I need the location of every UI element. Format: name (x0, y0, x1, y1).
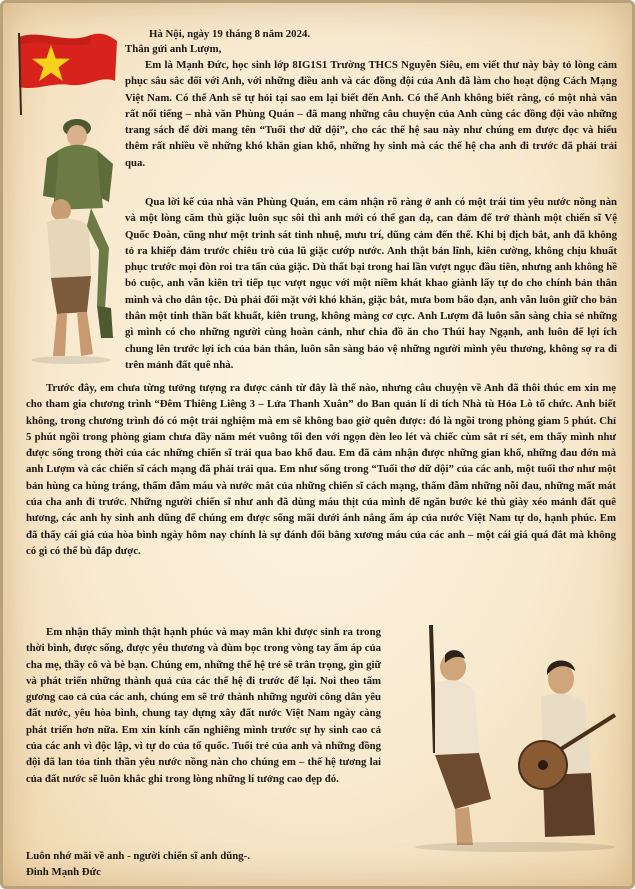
soldiers-illustration (17, 98, 129, 366)
letter-paragraph-2: Qua lời kể của nhà văn Phùng Quán, em cảm nhận rõ ràng ở anh có một trái tim yêu nước nồng nàn và một lòng căm thù giặc luôn sục sôi thì anh mới có thể gan dạ, can đảm để trở thành một chiến sĩ Vệ Quốc Đoàn, cũng như một trinh sát tinh nhuệ, mưu trí, dũng cảm đến thế. Khi bị địch bắt, anh đã không tỏ ra khiếp đảm trước chiêu trò của lũ giặc cướp nước. Anh thật bản lĩnh, kiên cường, không chịu khuất phục trước mọi đòn roi tra tấn của giặc. Dù thất bại trong hai lần vượt ngục đầu tiên, nhưng anh không hề bỏ cuộc, anh vẫn kiên trì tiếp tục vượt ngục với một niềm khát khao giành lấy tự do cho chính bản thân mình và cho dân tộc. Dù phải đối mặt với khó khăn, giặc bắt, mưa bom bão đạn, anh vẫn luôn giữ cho bản thân một tinh thần bất khuất, kiên trung, không màng cơ cực. Anh Lượm đã luôn sẵn sàng chia sẻ những gì mình có cho những người cùng hoàn cảnh, như chia đồ ăn cho Thúi hay Ngạnh, anh luôn để lợi ích chung lên trước lợi ích của bản thân, luôn sẵn sàng bảo vệ những người mình yêu thương, không sợ ra đi trên mảnh đất quê nhà. (125, 196, 617, 371)
letter-paragraph-1: Em là Mạnh Đức, học sinh lớp 8IG1S1 Trường THCS Nguyễn Siêu, em viết thư này bày tỏ lòng cảm phục sâu sắc đối với Anh, với những điều anh và các đồng đội của Anh đã làm cho hoạt động Cách Mạng Việt Nam. Có thể Anh sẽ tự hỏi tại sao em lại biết đến Anh. Có thể Anh không biết rằng, có một nhà văn rất nổi tiếng – nhà văn Phùng Quán – đã mang những câu chuyện của Anh cùng các đồng đội vào những trang sách để đời mang tên “Tuổi thơ dữ dội”, cho các thế hệ sau này như chúng em được đọc và hiểu thêm rất nhiều về những khó khăn gian khổ, những hy sinh mà các thế hệ cha anh đi trước đã phải trải qua. (125, 59, 617, 169)
letter-paragraph-4: Em nhận thấy mình thật hạnh phúc và may mắn khi được sinh ra trong thời bình, được sống, được yêu thương và đùm bọc trong vòng tay ấm áp của cha mẹ, thầy cô và bè bạn. Chúng em, những thế hệ trẻ sẽ trân trọng, gìn giữ và phát triển những thành quả của các thế hệ đi trước để lại. Noi theo tấm gương cao cả của các anh, chúng em sẽ trở thành những người công dân yêu đất nước, yêu hòa bình, chung tay dựng xây đất nước Việt Nam ngày càng phát triển hơn nữa. Em xin kính cẩn nghiêng mình trước sự hy sinh cao cả của các anh vì độc lập, vì tự do của tổ quốc. Tuổi trẻ của anh và những đồng đội đã lan tỏa tinh thần yêu nước nồng nàn cho chúng em – thế hệ tương lai của đất nước sẽ luôn khắc ghi trong lòng những lí tưởng cao đẹp đó. (26, 626, 381, 785)
letter-paragraph-3: Trước đây, em chưa từng tưởng tượng ra được cảnh từ đây là thế nào, nhưng câu chuyện về Anh đã thôi thúc em xin mẹ cho tham gia chương trình “Đêm Thiêng Liêng 3 – Lửa Thanh Xuân” do Ban quản lí di tích Nhà tù Hỏa Lò tổ chức. Anh biết không, trong chương trình đó có một trải nghiệm mà em sẽ không bao giờ quên được: đó là ngồi trong phòng giam 5 phút. Chỉ 5 phút ngồi trong phòng giam chưa đầy năm mét vuông tối đen với ngọn đèn leo lét và chiếc cùm sắt rỉ sét, em thấy mình như được sống trong thời của các những chiến sĩ trải qua bao khổ đau. Em đã cảm nhận được những gian khổ, những đau đớn mà anh Lượm và các chiến sĩ cách mạng đã phải trải qua. Em như sống trong “Tuổi thơ dữ dội” của các anh, một tuổi thơ như một bản hùng ca hùng tráng, thấm đẫm máu và nước mắt của những chiến sĩ cách mạng, thấm đẫm những nỗi đau, những mất mát của cha anh đi trước. Những người chiến sĩ như anh đã dùng máu thịt của mình để ngăn bước kẻ thù giày xéo mảnh đất quê hương, các anh hy sinh anh dũng để chúng em được sống mãi dưới ánh nắng ấm áp của nước Việt Nam tự do, hạnh phúc. Em đã thấy cái giá của hòa bình ngày hôm nay chính là sự đánh đổi bằng xương máu của các anh – một cái giá quá đắt mà không có gì có thể bù đắp được. (26, 382, 616, 557)
letter-date: Hà Nội, ngày 19 tháng 8 năm 2024. (149, 28, 311, 40)
musicians-illustration (395, 623, 627, 853)
letter-signature: Đinh Mạnh Đức (26, 866, 101, 878)
letter-closing: Luôn nhớ mãi về anh - người chiến sĩ anh dũng-. (26, 850, 250, 862)
letter-salutation: Thân gửi anh Lượm, (125, 43, 222, 55)
